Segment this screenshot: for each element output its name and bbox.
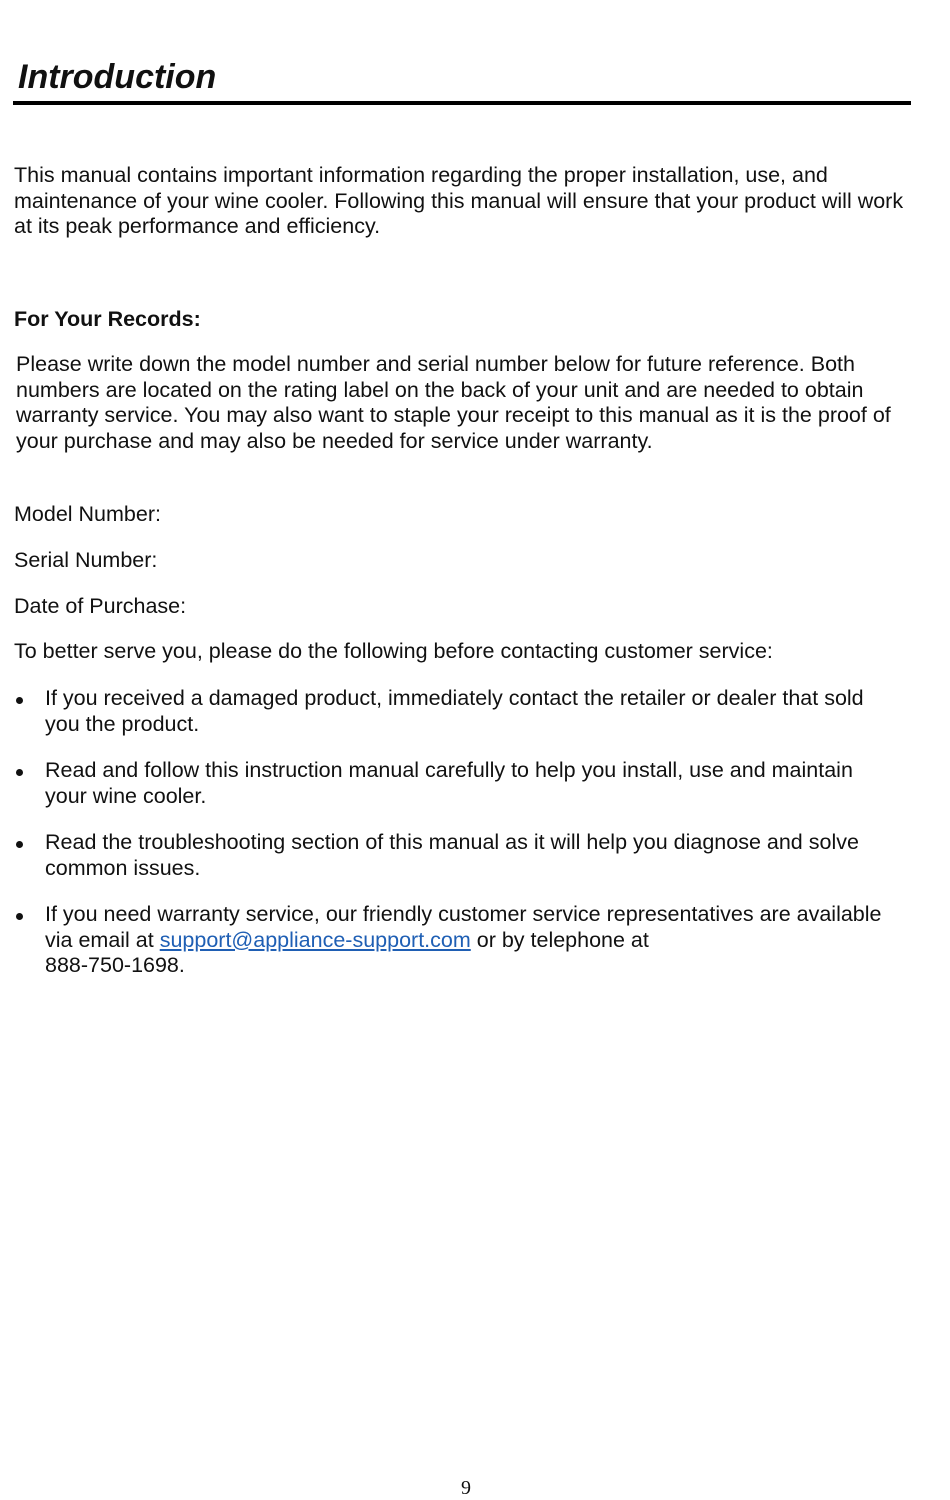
page-heading: Introduction <box>18 58 217 96</box>
bullet-dot-icon <box>16 697 23 704</box>
model-number-label: Model Number: <box>14 502 161 526</box>
support-email-link[interactable]: support@appliance-support.com <box>159 927 471 952</box>
list-item-text: Read and follow this instruction manual carefully to help you install, use and maintain your wine cooler. <box>45 758 853 808</box>
warranty-text-middle: or by telephone at <box>470 927 649 952</box>
list-item-text <box>45 902 894 979</box>
bullet-dot-icon <box>16 841 23 848</box>
list-item-text: Read the troubleshooting section of this manual as it will help you diagnose and solve common issues. <box>45 830 859 880</box>
date-of-purchase-label: Date of Purchase: <box>14 594 187 618</box>
serial-number-label: Serial Number: <box>14 548 158 572</box>
support-phone-number: 888-750-1698 <box>45 953 179 978</box>
list-item <box>14 686 894 737</box>
list-item-text: If you received a damaged product, immediately contact the retailer or dealer that sold you the product. <box>45 686 864 736</box>
warranty-text-after: . <box>178 953 185 978</box>
bullet-dot-icon <box>16 769 23 776</box>
heading-divider <box>13 101 911 105</box>
warranty-text-before: If you need warranty service, our friendly customer service representatives are available via email at <box>45 902 882 952</box>
bullet-dot-icon <box>16 913 23 920</box>
page-number: 9 <box>461 1477 471 1499</box>
list-item <box>14 758 894 809</box>
list-item-warranty <box>14 902 894 979</box>
serve-intro-paragraph: To better serve you, please do the following before contacting customer service: <box>14 639 773 663</box>
intro-paragraph: This manual contains important information regarding the proper installation, use, and maintenance of your wine cooler. Following this manual will ensure that your product will work at its peak performance and efficiency. <box>14 163 904 239</box>
list-item <box>14 830 894 881</box>
records-paragraph: Please write down the model number and serial number below for future reference. Both numbers are located on the rating label on the back of your unit and are needed to obtain warranty service. You may also want to staple your receipt to this manual as it is the proof of your purchase and may also be needed for service under warranty. <box>16 352 891 453</box>
records-heading: For Your Records: <box>14 307 201 331</box>
